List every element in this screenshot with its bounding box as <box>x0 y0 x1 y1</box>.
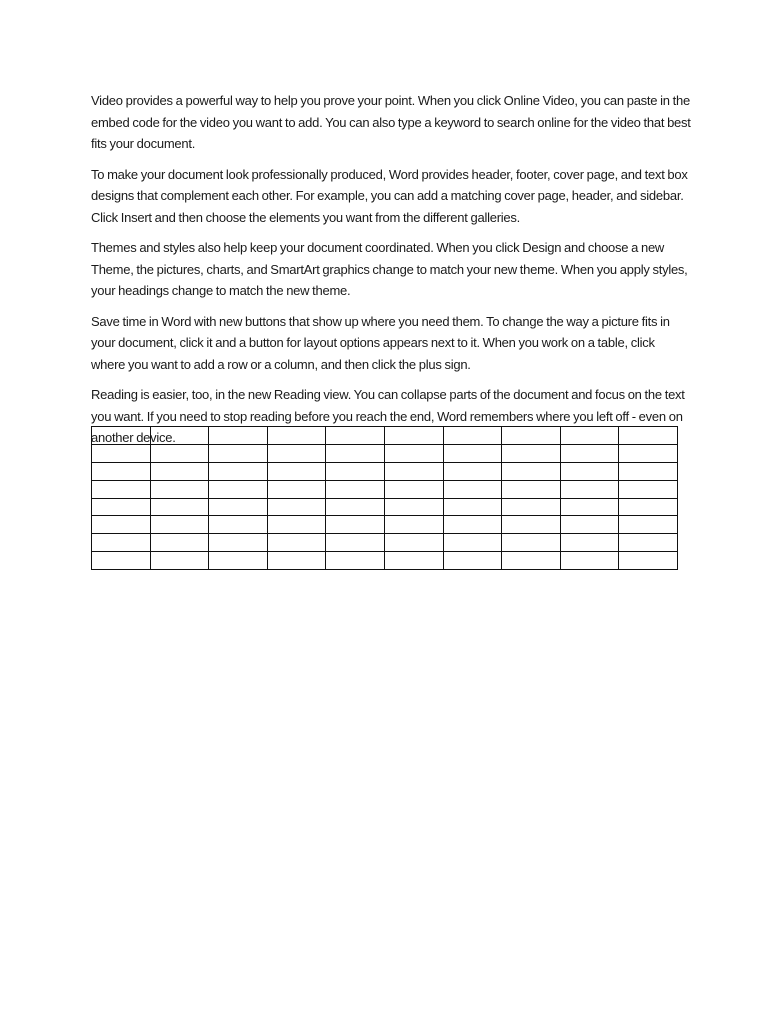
table-cell[interactable] <box>560 480 619 498</box>
table-cell[interactable] <box>502 516 561 534</box>
table-cell[interactable] <box>150 427 209 445</box>
table-cell[interactable] <box>92 462 151 480</box>
table-cell[interactable] <box>92 516 151 534</box>
document-body <box>91 90 691 458</box>
table-row <box>92 427 678 445</box>
table-cell[interactable] <box>443 480 502 498</box>
table-cell[interactable] <box>209 480 268 498</box>
table-row <box>92 480 678 498</box>
table-cell[interactable] <box>150 516 209 534</box>
table-cell[interactable] <box>560 462 619 480</box>
table-cell[interactable] <box>502 498 561 516</box>
paragraph-themes-styles: Themes and styles also help keep your document coordinated. When you click Design and choose a new Theme, the pictures, charts, and SmartArt graphics change to match your new theme. When you apply styles, your headings change to match the new theme. <box>91 240 688 298</box>
table-cell[interactable] <box>619 552 678 570</box>
table-cell[interactable] <box>326 427 385 445</box>
table-row <box>92 498 678 516</box>
table-cell[interactable] <box>619 534 678 552</box>
table-cell[interactable] <box>619 427 678 445</box>
table-cell[interactable] <box>209 444 268 462</box>
table-cell[interactable] <box>443 462 502 480</box>
paragraph-reading-view: Reading is easier, too, in the new Reading view. You can collapse parts of the document and focus on the text you want. If you need to stop reading before you reach the end, Word remembers where you left off - even on another device. <box>91 387 685 445</box>
table-cell[interactable] <box>443 552 502 570</box>
table-cell[interactable] <box>267 444 326 462</box>
table-cell[interactable] <box>443 498 502 516</box>
table-cell[interactable] <box>502 552 561 570</box>
table-cell[interactable] <box>92 480 151 498</box>
table-cell[interactable] <box>619 444 678 462</box>
table-cell[interactable] <box>619 498 678 516</box>
table-cell[interactable] <box>502 534 561 552</box>
table-cell[interactable] <box>92 498 151 516</box>
table-row <box>92 552 678 570</box>
table-cell[interactable] <box>209 516 268 534</box>
table-cell[interactable] <box>443 444 502 462</box>
paragraph-professional-design: To make your document look professionally produced, Word provides header, footer, cover page, and text box designs that complement each other. For example, you can add a matching cover page, header, and sidebar. Click Insert and then choose the elements you want from the different galleries. <box>91 166 688 225</box>
table-cell[interactable] <box>150 480 209 498</box>
table-cell[interactable] <box>502 480 561 498</box>
table-cell[interactable] <box>326 444 385 462</box>
table-cell[interactable] <box>443 534 502 552</box>
table-cell[interactable] <box>502 462 561 480</box>
table-cell[interactable] <box>619 516 678 534</box>
table-cell[interactable] <box>384 462 443 480</box>
table-cell[interactable] <box>502 444 561 462</box>
table-cell[interactable] <box>92 444 151 462</box>
table-cell[interactable] <box>443 516 502 534</box>
paragraph-video: Video provides a powerful way to help you prove your point. When you click Online Video, you can paste in the embed code for the video you want to add. You can also type a keyword to search online for the video that best fits your document. <box>91 93 691 151</box>
table-cell[interactable] <box>150 444 209 462</box>
table-cell[interactable] <box>384 480 443 498</box>
table-cell[interactable] <box>92 427 151 445</box>
table-cell[interactable] <box>560 427 619 445</box>
table-cell[interactable] <box>209 462 268 480</box>
table-row <box>92 444 678 462</box>
table-cell[interactable] <box>326 480 385 498</box>
table-cell[interactable] <box>209 427 268 445</box>
table-cell[interactable] <box>384 552 443 570</box>
table-cell[interactable] <box>560 534 619 552</box>
table-cell[interactable] <box>267 427 326 445</box>
table-cell[interactable] <box>92 552 151 570</box>
table-row <box>92 516 678 534</box>
table-cell[interactable] <box>384 534 443 552</box>
table-cell[interactable] <box>326 552 385 570</box>
table-cell[interactable] <box>326 534 385 552</box>
table-cell[interactable] <box>267 462 326 480</box>
table-cell[interactable] <box>560 516 619 534</box>
table-cell[interactable] <box>209 498 268 516</box>
table-cell[interactable] <box>267 480 326 498</box>
table-cell[interactable] <box>384 444 443 462</box>
empty-grid-table <box>91 426 678 570</box>
table-cell[interactable] <box>267 516 326 534</box>
table-cell[interactable] <box>150 498 209 516</box>
table-cell[interactable] <box>267 552 326 570</box>
table-row <box>92 534 678 552</box>
table-cell[interactable] <box>502 427 561 445</box>
table-cell[interactable] <box>150 462 209 480</box>
table-cell[interactable] <box>267 534 326 552</box>
table-cell[interactable] <box>150 534 209 552</box>
table-cell[interactable] <box>384 516 443 534</box>
table-cell[interactable] <box>209 552 268 570</box>
table-cell[interactable] <box>384 498 443 516</box>
table-cell[interactable] <box>560 444 619 462</box>
table-cell[interactable] <box>92 534 151 552</box>
table-cell[interactable] <box>560 552 619 570</box>
table-cell[interactable] <box>619 462 678 480</box>
table-cell[interactable] <box>326 462 385 480</box>
grid-table-body <box>92 427 678 570</box>
table-cell[interactable] <box>619 480 678 498</box>
table-cell[interactable] <box>209 534 268 552</box>
table-cell[interactable] <box>443 427 502 445</box>
table-cell[interactable] <box>560 498 619 516</box>
table-cell[interactable] <box>267 498 326 516</box>
table-row <box>92 462 678 480</box>
table-cell[interactable] <box>150 552 209 570</box>
table-cell[interactable] <box>384 427 443 445</box>
paragraph-new-buttons: Save time in Word with new buttons that show up where you need them. To change the way a picture fits in your document, click it and a button for layout options appears next to it. When you work on a table, click where you want to add a row or a column, and then click the plus sign. <box>91 313 670 372</box>
table-cell[interactable] <box>326 498 385 516</box>
table-cell[interactable] <box>326 516 385 534</box>
